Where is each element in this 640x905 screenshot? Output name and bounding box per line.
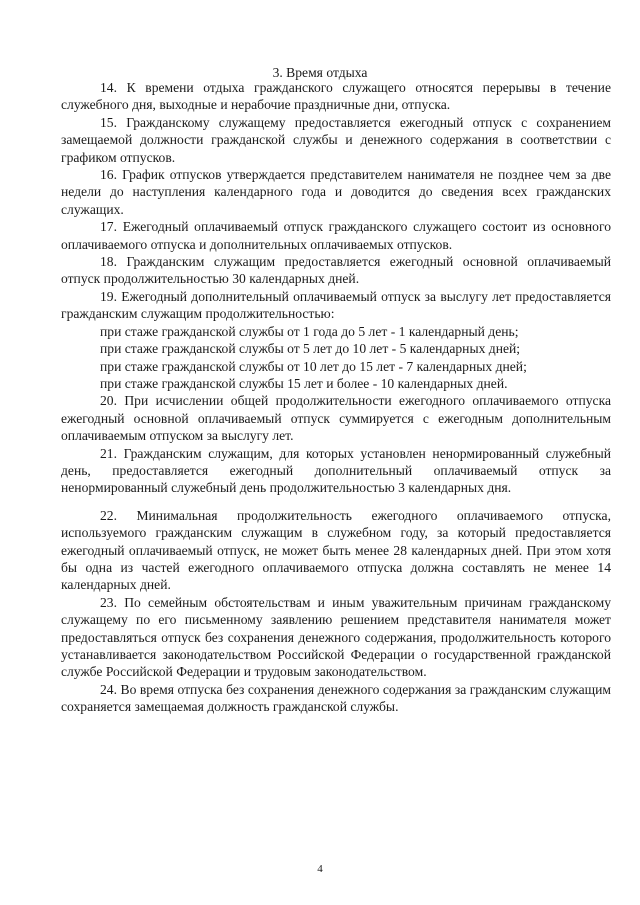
seniority-item: при стаже гражданской службы от 1 года до 5 лет - 1 календарный день; [100, 323, 519, 339]
page-number: 4 [317, 863, 323, 875]
section-heading: 3. Время отдыха [272, 65, 368, 80]
paragraph-23: 23. По семейным обстоятельствам и иным уважительным причинам гражданскому служащему по его письменному заявлению решением представителя нанимателя может предоставляться отпуск без сохранения денежного содержания, продолжительность которого устанавливается законодательством Российской Федерации о государственной гражданской службе Российской Федерации и трудовым законодательством. [61, 594, 611, 680]
seniority-item: при стаже гражданской службы от 5 лет до 10 лет - 5 календарных дней; [100, 341, 521, 357]
paragraph-24: 24. Во время отпуска без сохранения денежного содержания за гражданским служащим сохраняется замещаемая должность гражданской службы. [61, 681, 611, 715]
paragraph-16: 16. График отпусков утверждается представителем нанимателя не позднее чем за две недели до наступления календарного года и доводится до сведения всех гражданских служащих. [61, 167, 611, 217]
seniority-item: при стаже гражданской службы 15 лет и более - 10 календарных дней. [100, 375, 508, 391]
paragraph-17: 17. Ежегодный оплачиваемый отпуск гражданского служащего состоит из основного оплачиваемого отпуска и дополнительных оплачиваемых отпусков. [61, 219, 611, 252]
paragraph-22: 22. Минимальная продолжительность ежегодного оплачиваемого отпуска, используемого гражданским служащим в служебном году, за который предоставляется ежегодный оплачиваемый отпуск, не может быть менее 28 календарных дней. При этом хотя бы одна из частей ежегодного оплачиваемого отпуска должна составлять не менее 14 календарных дней. [61, 507, 611, 593]
section-body [61, 79, 611, 716]
paragraph-spacer [61, 497, 611, 507]
paragraph-14: 14. К времени отдыха гражданского служащего относятся перерывы в течение служебного дня, выходные и нерабочие праздничные дни, отпуска. [61, 80, 611, 113]
paragraph-18: 18. Гражданским служащим предоставляется ежегодный основной оплачиваемый отпуск продолжительностью 30 календарных дней. [61, 254, 611, 287]
seniority-list [61, 323, 611, 393]
paragraph-15: 15. Гражданскому служащему предоставляется ежегодный отпуск с сохранением замещаемой должности гражданской службы и денежного содержания в соответствии с графиком отпусков. [61, 114, 611, 165]
paragraph-20: 20. При исчислении общей продолжительности ежегодного оплачиваемого отпуска ежегодный основной оплачиваемый отпуск суммируется с ежегодным дополнительным оплачиваемым отпуском за выслугу лет. [61, 393, 611, 444]
seniority-item: при стаже гражданской службы от 10 лет до 15 лет - 7 календарных дней; [100, 358, 527, 374]
paragraph-21: 21. Гражданским служащим, для которых установлен ненормированный служебный день, предоставляется ежегодный дополнительный оплачиваемый отпуск за ненормированный служебный день продолжительностью 3 календарных дня. [61, 445, 611, 496]
paragraph-19: 19. Ежегодный дополнительный оплачиваемый отпуск за выслугу лет предоставляется гражданским служащим продолжительностью: [61, 288, 611, 322]
